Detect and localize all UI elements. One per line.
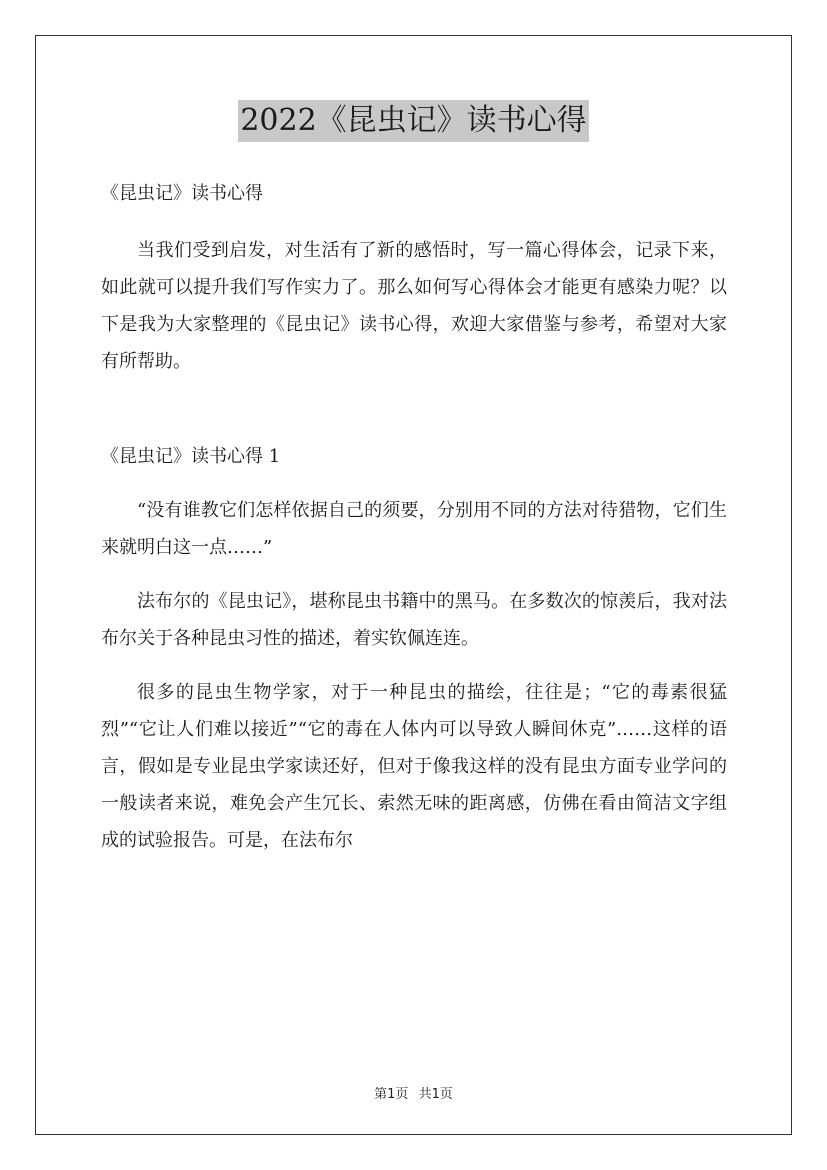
document-body bbox=[101, 175, 727, 859]
page-total: 共1页 bbox=[418, 1087, 453, 1102]
body-paragraph-3: 很多的昆虫生物学家，对于一种昆虫的描绘，往往是；“它的毒素很猛烈”“它让人们难以接近”“它的毒在人体内可以导致人瞬间休克”……这样的语言，假如是专业昆虫学家读还好，但对于像我这样的没有昆虫方面专业学问的一般读者来说，难免会产生冗长、索然无味的距离感，仿佛在看由简洁文字组成的试验报告。可是，在法布尔 bbox=[101, 682, 727, 851]
body-paragraph-2: 法布尔的《昆虫记》，堪称昆虫书籍中的黑马。在多数次的惊羡后，我对法布尔关于各种昆虫习性的描述，着实钦佩连连。 bbox=[101, 591, 727, 649]
section-heading-1: 《昆虫记》读书心得 1 bbox=[101, 446, 281, 467]
document-subtitle: 《昆虫记》读书心得 bbox=[101, 183, 263, 204]
body-paragraph-quote: “没有谁教它们怎样依据自己的须要，分别用不同的方法对待猎物，它们生来就明白这一点……” bbox=[101, 500, 727, 558]
page-footer bbox=[0, 1083, 827, 1102]
intro-paragraph: 当我们受到启发，对生活有了新的感悟时，写一篇心得体会，记录下来，如此就可以提升我们写作实力了。那么如何写心得体会才能更有感染力呢？以下是我为大家整理的《昆虫记》读书心得，欢迎大家借鉴与参考，希望对大家有所帮助。 bbox=[101, 240, 727, 372]
document-title: 2022《昆虫记》读书心得 bbox=[238, 100, 588, 142]
title-container bbox=[0, 100, 827, 142]
page-number: 第1页 bbox=[374, 1087, 409, 1102]
